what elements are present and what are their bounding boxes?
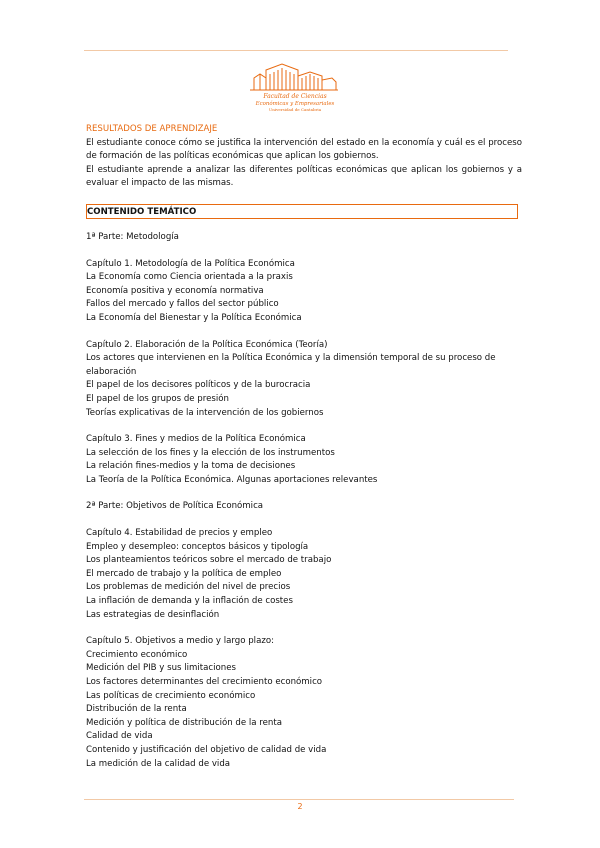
part1-label: 1ª Parte: Metodología	[86, 231, 179, 242]
learning-results-heading: RESULTADOS DE APRENDIZAJE	[86, 124, 218, 134]
chapter-1-item: La Economía como Ciencia orientada a la praxis	[86, 272, 293, 283]
chapter-2-item: Teorías explicativas de la intervención de los gobiernos	[86, 407, 324, 418]
chapter-3	[86, 433, 522, 487]
chapter-4-item: Las estrategias de desinflación	[86, 609, 220, 620]
chapter-1	[86, 258, 522, 326]
chapter-1-item: Economía positiva y economía normativa	[86, 285, 264, 296]
footer-rule	[84, 799, 514, 800]
page-number: 2	[297, 802, 303, 811]
chapter-2	[86, 339, 522, 421]
chapter-2-title: Capítulo 2. Elaboración de la Política Económica (Teoría)	[86, 339, 328, 350]
chapter-5-item: Contenido y justificación del objetivo de calidad de vida	[86, 744, 327, 755]
header-rule	[84, 50, 508, 51]
chapter-5-item: Medición del PIB y sus limitaciones	[86, 663, 237, 674]
chapter-5-title: Capítulo 5. Objetivos a medio y largo plazo:	[86, 636, 274, 647]
learning-results-paragraph-2: El estudiante aprende a analizar las diferentes políticas económicas que aplican los gobiernos y a evaluar el impacto de las mismas.	[86, 164, 522, 189]
chapter-4-item: Empleo y desempleo: conceptos básicos y tipología	[86, 541, 309, 552]
chapter-5-item: Crecimiento económico	[86, 649, 188, 660]
part2-label: 2ª Parte: Objetivos de Política Económica	[86, 501, 264, 512]
chapter-5-item: Calidad de vida	[86, 731, 153, 742]
logo-text-line3: Universidad de Cantabria	[268, 107, 322, 112]
chapter-3-item: La Teoría de la Política Económica. Algunas aportaciones relevantes	[86, 474, 378, 485]
chapter-5-item: La medición de la calidad de vida	[86, 758, 231, 769]
document-body	[86, 123, 522, 771]
chapter-2-item: Los actores que intervienen en la Política Económica y la dimensión temporal de su proceso de elaboración	[86, 353, 496, 377]
chapter-4-item: Los problemas de medición del nivel de precios	[86, 582, 291, 593]
chapter-4-item: El mercado de trabajo y la política de empleo	[86, 568, 282, 579]
logo-text-line2: Económicas y Empresariales	[255, 101, 335, 107]
chapter-5-item: Medición y política de distribución de la renta	[86, 717, 282, 728]
faculty-logo	[248, 60, 342, 116]
chapter-1-title: Capítulo 1. Metodología de la Política Económica	[86, 258, 295, 269]
chapter-1-item: La Economía del Bienestar y la Política Económica	[86, 312, 302, 323]
chapter-5-item: Distribución de la renta	[86, 704, 187, 715]
chapter-3-item: La relación fines-medios y la toma de decisiones	[86, 461, 296, 472]
chapter-5-item: Las políticas de crecimiento económico	[86, 690, 256, 701]
chapter-1-item: Fallos del mercado y fallos del sector público	[86, 299, 279, 310]
logo-text-line1: Facultad de Ciencias	[263, 93, 327, 100]
chapter-5	[86, 635, 522, 771]
learning-results-paragraph-1: El estudiante conoce cómo se justifica la intervención del estado en la economía y cuál es el proceso de formación de las políticas económicas que aplican los gobiernos.	[86, 137, 522, 162]
chapter-5-item: Los factores determinantes del crecimiento económico	[86, 677, 323, 687]
chapter-4-item: Los planteamientos teóricos sobre el mercado de trabajo	[86, 555, 332, 566]
chapter-4-title: Capítulo 4. Estabilidad de precios y empleo	[86, 528, 273, 539]
chapter-2-item: El papel de los decisores políticos y de la burocracia	[86, 380, 311, 391]
chapter-4-item: La inflación de demanda y la inflación de costes	[86, 596, 293, 607]
chapter-4	[86, 527, 522, 622]
content-heading: CONTENIDO TEMÁTICO	[87, 206, 197, 217]
chapter-3-title: Capítulo 3. Fines y medios de la Política Económica	[86, 434, 306, 445]
content-heading-box	[86, 204, 518, 219]
chapter-2-item: El papel de los grupos de presión	[86, 393, 229, 404]
chapter-3-item: La selección de los fines y la elección de los instrumentos	[86, 447, 335, 458]
